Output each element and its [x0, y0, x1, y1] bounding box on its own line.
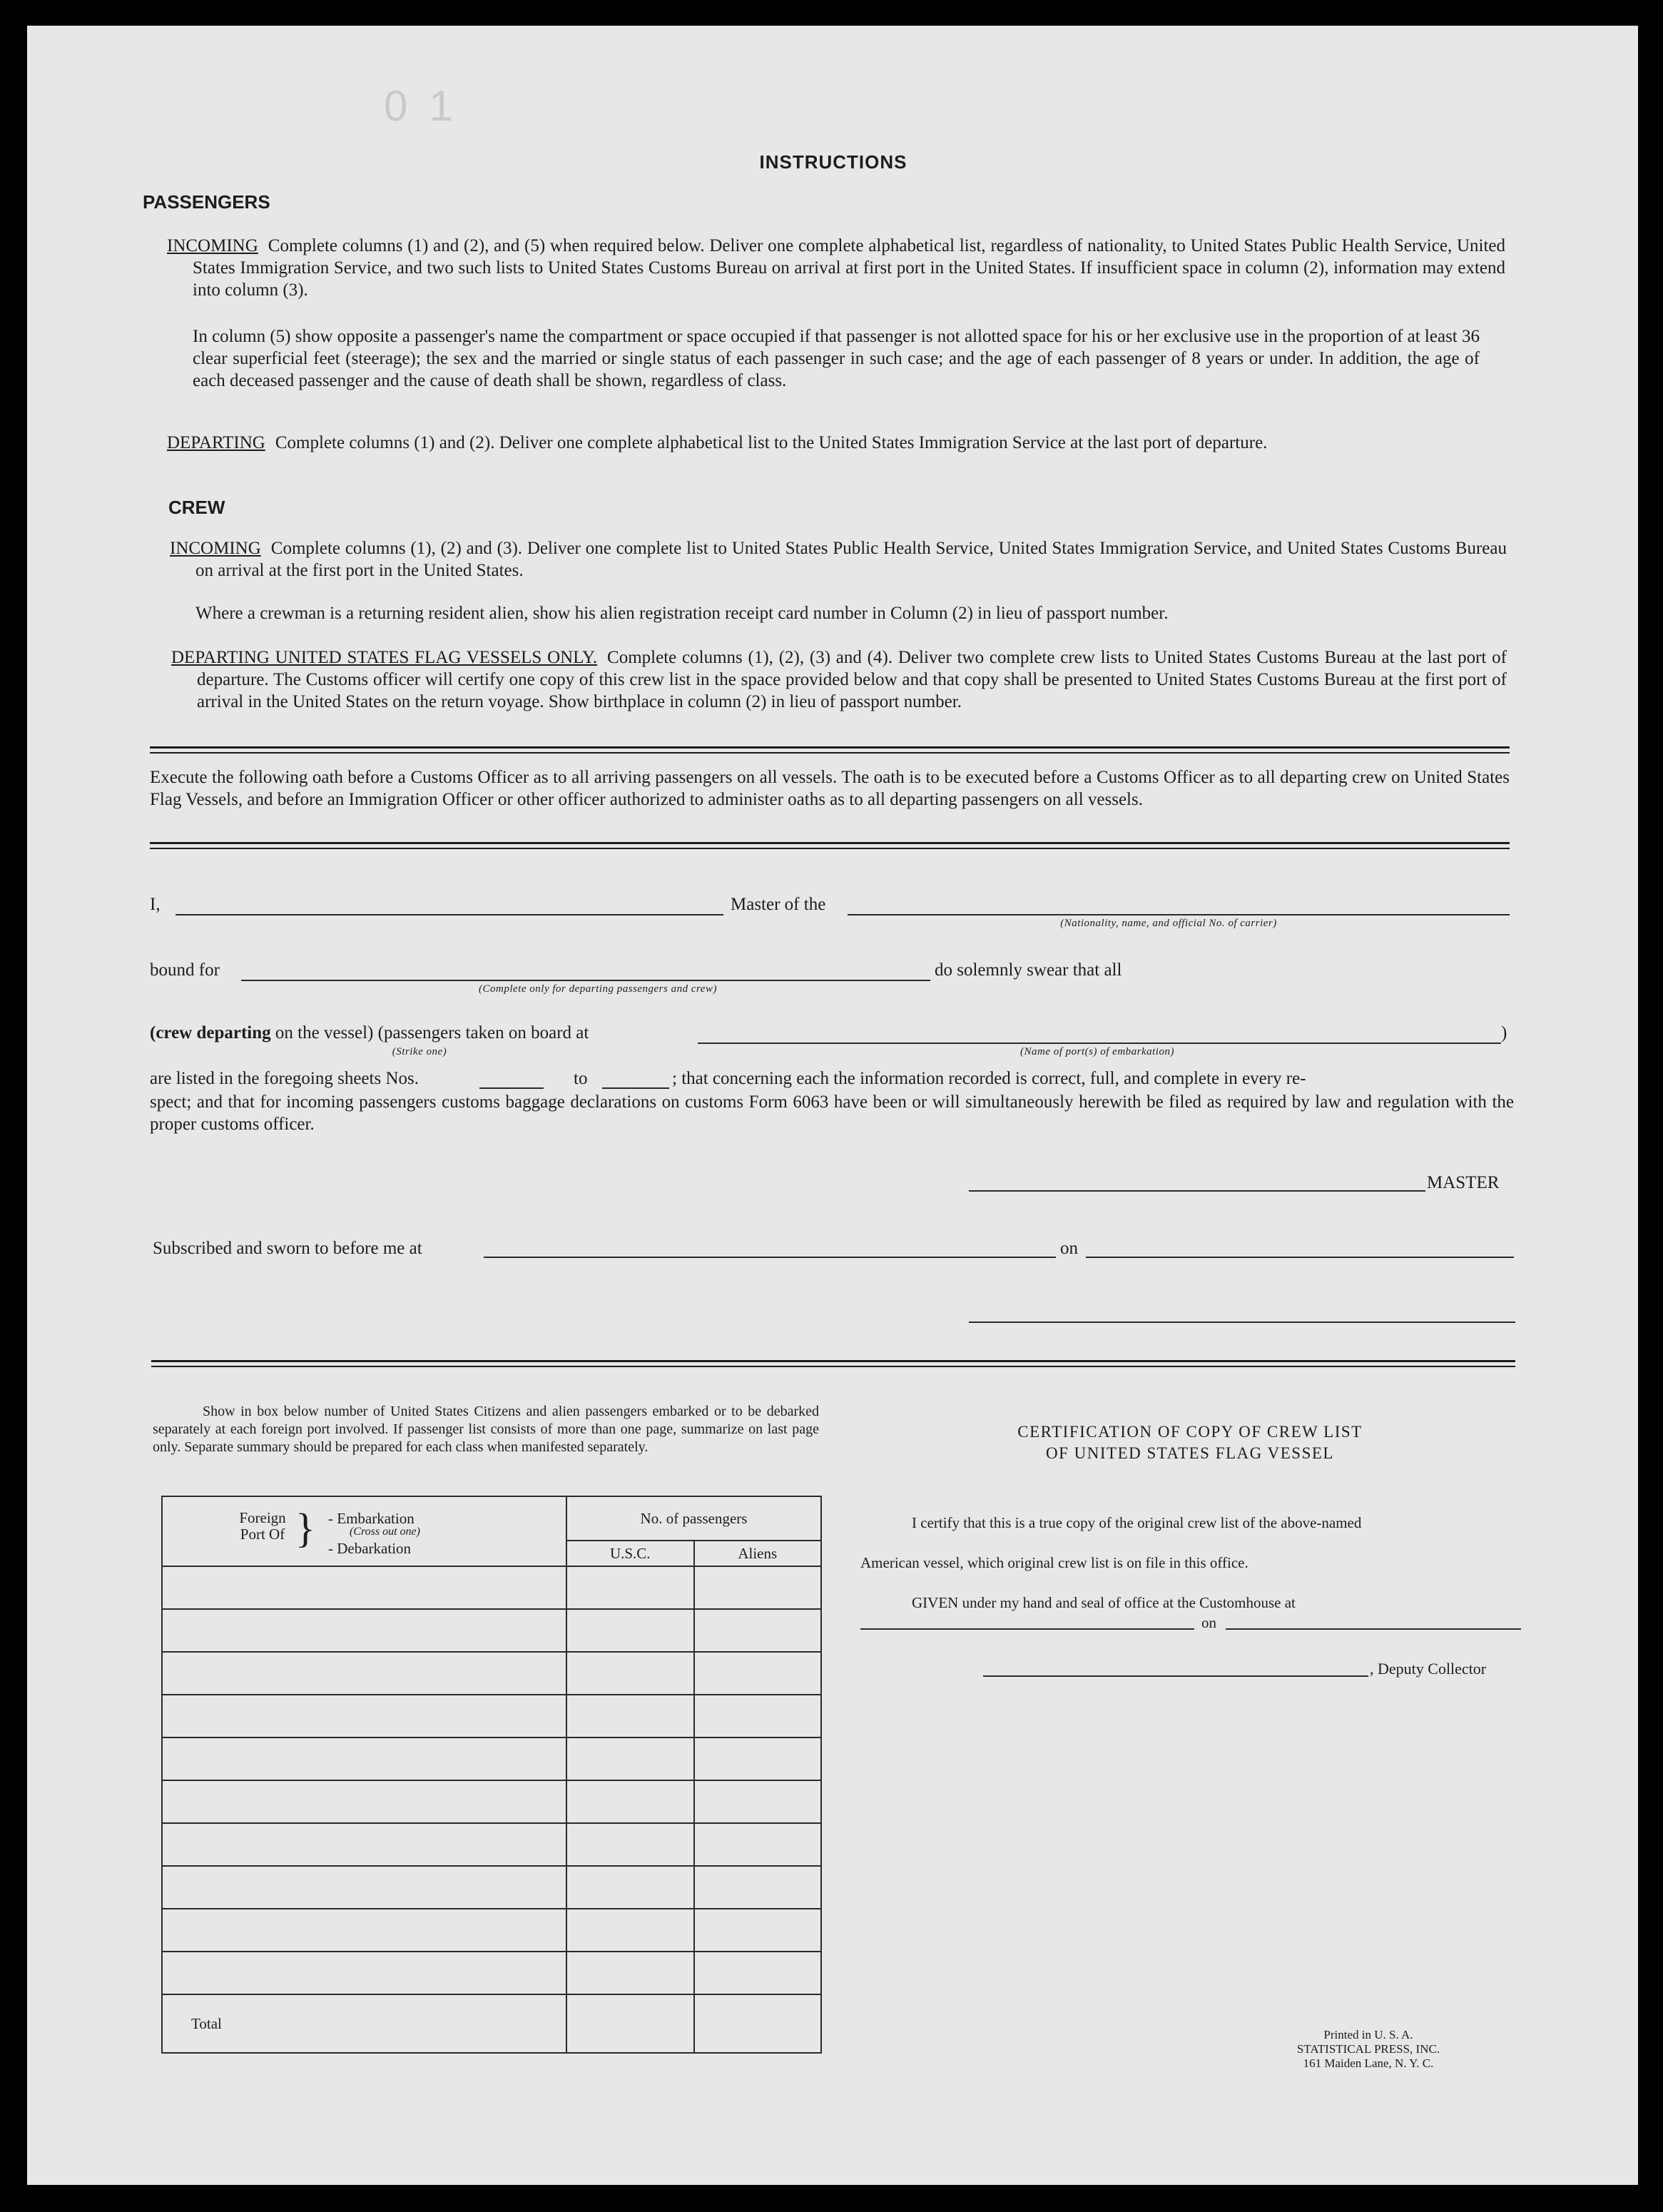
crew-departing-option [150, 1023, 589, 1043]
table-row [162, 1695, 821, 1737]
no-passengers-header: No. of passengers [566, 1496, 821, 1541]
cert-on-label: on [1201, 1614, 1216, 1631]
usc-cell[interactable] [566, 1952, 694, 1994]
usc-cell[interactable] [566, 1866, 694, 1909]
certification-title-2: OF UNITED STATES FLAG VESSEL [1046, 1444, 1334, 1462]
master-name-field[interactable] [176, 914, 723, 915]
passengers-departing-label: DEPARTING [167, 433, 265, 452]
ports-caption: (Name of port(s) of embarkation) [1020, 1046, 1174, 1057]
sheet-from-field[interactable] [479, 1087, 544, 1089]
passengers-incoming-label: INCOMING [167, 236, 258, 255]
port-cell[interactable] [162, 1823, 566, 1866]
port-cell[interactable] [162, 1909, 566, 1952]
divider-bottom [151, 1360, 1515, 1367]
usc-cell[interactable] [566, 1566, 694, 1609]
certify-text-b: American vessel, which original crew list is on file in this office. [860, 1554, 1248, 1571]
usc-cell[interactable] [566, 1737, 694, 1780]
deputy-signature-field[interactable] [983, 1675, 1368, 1677]
close-paren: ) [1501, 1023, 1507, 1042]
printer-name: STATISTICAL PRESS, INC. [1296, 2042, 1440, 2056]
crew-incoming-text: Complete columns (1), (2) and (3). Deliver one complete list to United States Public Health Service, United States Immigration Service, and United States Customs Bureau on arrival at the first port in the United States. [195, 539, 1507, 580]
passengers-incoming-text: Complete columns (1) and (2), and (5) when required below. Deliver one complete alphabetical list, regardless of nationality, to United States Public Health Service, United States Immigration Service, and two such lists to United States Customs Bureau on arrival at first port in the United States. If insufficient space in column (2), information may extend into column (3). [193, 236, 1505, 300]
aliens-cell[interactable] [694, 1823, 822, 1866]
port-cell[interactable] [162, 1609, 566, 1652]
usc-cell[interactable] [566, 1823, 694, 1866]
summary-instructions: Show in box below number of United States Citizens and alien passengers embarked or to be debarked separately at each foreign port involved. If passenger list consists of more than one page, summarize on last page only. Separate summary should be prepared for each class when manifested separately. [153, 1404, 819, 1455]
usc-cell[interactable] [566, 1609, 694, 1652]
usc-header: U.S.C. [566, 1541, 694, 1566]
oath-i-label: I, [150, 895, 161, 914]
master-signature-label: MASTER [1427, 1173, 1500, 1192]
table-row [162, 1737, 821, 1780]
debarkation-label: - Debarkation [328, 1540, 412, 1557]
sworn-date-field[interactable] [1086, 1257, 1514, 1258]
aliens-cell[interactable] [694, 1866, 822, 1909]
usc-cell[interactable] [566, 1780, 694, 1823]
given-text: GIVEN under my hand and seal of office at the Customhouse at [912, 1594, 1296, 1611]
printed-in-usa: Printed in U. S. A. [1323, 2028, 1413, 2041]
aliens-cell[interactable] [694, 1609, 822, 1652]
table-row [162, 1566, 821, 1609]
total-usc-cell[interactable] [566, 1994, 694, 2053]
master-signature-field[interactable] [969, 1190, 1425, 1192]
foreign-port-label: Foreign Port Of [239, 1509, 286, 1543]
crew-departing-text: (crew departing [150, 1023, 271, 1042]
certify-text-a: I certify that this is a true copy of the original crew list of the above-named [912, 1514, 1362, 1531]
listed-c: spect; and that for incoming passengers customs baggage declarations on customs Form 6063 have been or will simultaneously herewith be filed as required by law and regulation with the proper customs officer. [150, 1092, 1514, 1134]
form-page [27, 26, 1638, 2185]
master-of-label: Master of the [731, 895, 826, 914]
summary-header-row [162, 1496, 821, 1541]
total-row [162, 1994, 821, 2053]
deputy-collector-label: , Deputy Collector [1370, 1660, 1487, 1678]
total-label: Total [162, 1994, 566, 2053]
passenger-summary-table [161, 1496, 822, 2054]
aliens-cell[interactable] [694, 1566, 822, 1609]
nationality-caption: (Nationality, name, and official No. of carrier) [1060, 918, 1277, 929]
crew-departing-text: Complete columns (1), (2), (3) and (4). Deliver two complete crew lists to United States Customs Bureau at the last port of departure. The Customs officer will certify one copy of this crew list in the space provided below and that copy shall be presented to United States Customs Bureau at the first port of arrival in the United States on the return voyage. Show birthplace in column (2) in lieu of passport number. [197, 648, 1507, 711]
usc-cell[interactable] [566, 1909, 694, 1952]
sheet-to-field[interactable] [602, 1087, 669, 1089]
aliens-cell[interactable] [694, 1652, 822, 1695]
swear-label: do solemnly swear that all [935, 960, 1122, 980]
printer-address: 161 Maiden Lane, N. Y. C. [1303, 2056, 1434, 2070]
divider-oath [150, 842, 1510, 849]
table-row [162, 1866, 821, 1909]
aliens-cell[interactable] [694, 1737, 822, 1780]
table-row [162, 1652, 821, 1695]
port-cell[interactable] [162, 1566, 566, 1609]
usc-cell[interactable] [566, 1695, 694, 1737]
subscribed-label: Subscribed and sworn to before me at [153, 1239, 422, 1258]
cross-out-label: (Cross out one) [350, 1526, 420, 1538]
embarkation-port-field[interactable] [698, 1042, 1501, 1044]
certification-title-1: CERTIFICATION OF COPY OF CREW LIST [1017, 1423, 1363, 1441]
on-vessel-text: on the vessel) (passengers taken on board at [275, 1023, 589, 1042]
aliens-cell[interactable] [694, 1780, 822, 1823]
passengers-heading: PASSENGERS [143, 191, 270, 213]
listed-b: ; that concerning each the information recorded is correct, full, and complete in every re- [672, 1069, 1306, 1088]
page-mark: 01 [384, 82, 474, 130]
strike-caption: (Strike one) [392, 1046, 447, 1057]
table-row [162, 1780, 821, 1823]
port-header-cell [162, 1496, 566, 1566]
crew-heading: CREW [168, 497, 225, 518]
port-cell[interactable] [162, 1866, 566, 1909]
oath-instruction: Execute the following oath before a Customs Officer as to all arriving passengers on all vessels. The oath is to be executed before a Customs Officer as to all departing crew on United States Flag Vessels, and before an Immigration Officer or other officer authorized to administer oaths as to all departing passengers on all vessels. [150, 768, 1510, 809]
crew-incoming-paragraph [170, 537, 1507, 582]
to-label: to [574, 1069, 588, 1088]
port-cell[interactable] [162, 1952, 566, 1994]
brace-icon: } [295, 1505, 315, 1551]
crew-incoming-label: INCOMING [170, 539, 261, 558]
divider-top [150, 746, 1510, 754]
resident-alien-paragraph: Where a crewman is a returning resident alien, show his alien registration receipt card number in Column (2) in lieu of passport number. [195, 604, 1169, 623]
aliens-header: Aliens [694, 1541, 822, 1566]
instructions-title: INSTRUCTIONS [759, 151, 907, 173]
table-row [162, 1909, 821, 1952]
customhouse-field[interactable] [860, 1628, 1194, 1630]
crew-departing-paragraph [171, 646, 1507, 713]
passengers-incoming-paragraph [167, 235, 1505, 301]
bound-for-field[interactable] [241, 980, 930, 981]
aliens-cell[interactable] [694, 1909, 822, 1952]
sworn-place-field[interactable] [484, 1257, 1056, 1258]
sworn-on-label: on [1060, 1239, 1078, 1258]
total-aliens-cell[interactable] [694, 1994, 822, 2053]
table-row [162, 1823, 821, 1866]
column5-paragraph: In column (5) show opposite a passenger's name the compartment or space occupied if that passenger is not allotted space for his or her exclusive use in the proportion of at least 36 clear superficial feet (steerage); the sex and the married or single status of each passenger in such case; and the age of each passenger of 8 years or under. In addition, the age of each deceased passenger and the cause of death shall be shown, regardless of class. [193, 327, 1480, 390]
port-cell[interactable] [162, 1695, 566, 1737]
usc-cell[interactable] [566, 1652, 694, 1695]
embarkation-label: - Embarkation [328, 1510, 415, 1527]
listed-a: are listed in the foregoing sheets Nos. [150, 1069, 419, 1088]
port-cell[interactable] [162, 1652, 566, 1695]
table-row [162, 1952, 821, 1994]
port-cell[interactable] [162, 1737, 566, 1780]
officer-signature-field[interactable] [969, 1321, 1515, 1323]
bound-for-label: bound for [150, 960, 220, 980]
cert-date-field[interactable] [1226, 1628, 1521, 1630]
passengers-departing-text: Complete columns (1) and (2). Deliver one complete alphabetical list to the United States Immigration Service at the last port of departure. [275, 433, 1268, 452]
carrier-field[interactable] [848, 914, 1510, 915]
port-cell[interactable] [162, 1780, 566, 1823]
table-row [162, 1609, 821, 1652]
aliens-cell[interactable] [694, 1695, 822, 1737]
passengers-departing-paragraph [167, 432, 1505, 454]
aliens-cell[interactable] [694, 1952, 822, 1994]
crew-departing-label: DEPARTING UNITED STATES FLAG VESSELS ONLY. [171, 648, 598, 667]
complete-caption: (Complete only for departing passengers and crew) [479, 983, 717, 995]
